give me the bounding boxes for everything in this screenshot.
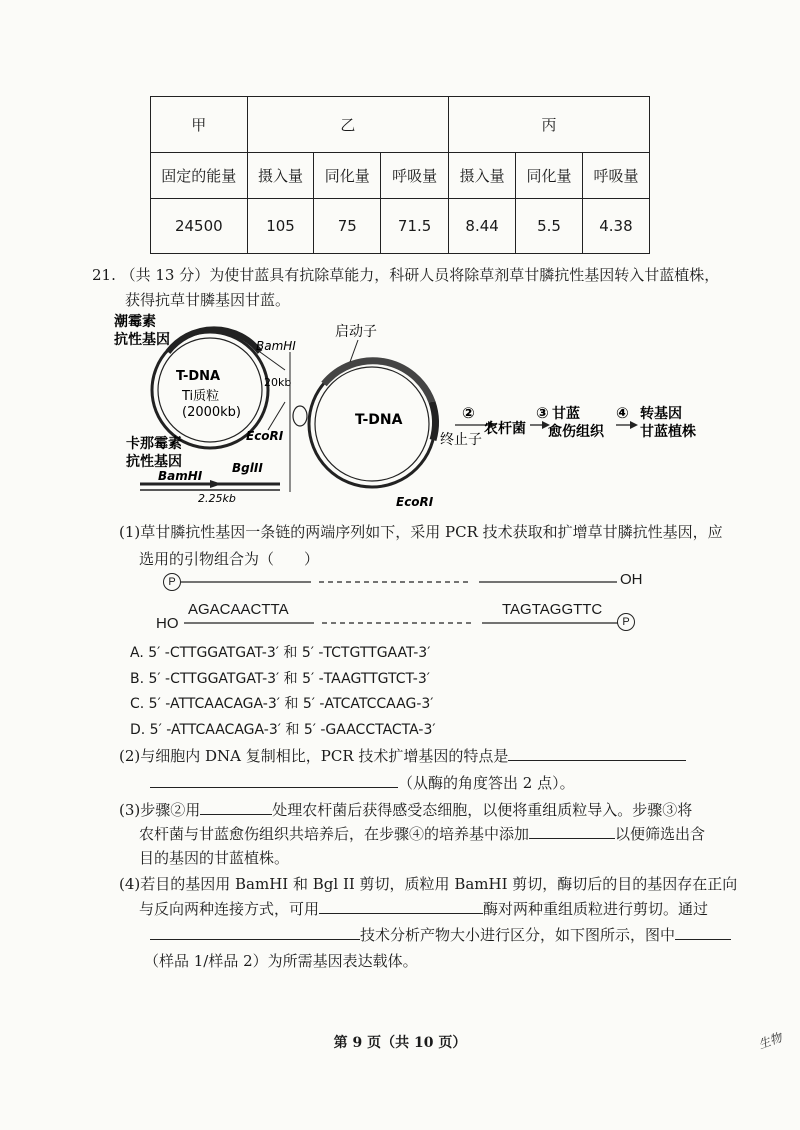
- kana-label: 卡那霉素: [126, 436, 182, 452]
- step2-label: 农杆菌: [484, 421, 526, 437]
- energy-table: [150, 96, 650, 254]
- q2-text-b: （从酶的角度答出 2 点）。: [398, 774, 575, 792]
- table-cell: 摄入量: [449, 153, 516, 199]
- q3-text-c: 目的基因的甘蓝植株。: [139, 849, 290, 867]
- header-bing: 丙: [449, 97, 650, 153]
- phosphate-top-icon: P: [163, 573, 181, 591]
- q2-line-b: [150, 772, 575, 793]
- q2-text-a: (2)与细胞内 DNA 复制相比，PCR 技术扩增基因的特点是: [119, 747, 509, 765]
- q3-text-b1: 农杆菌与甘蓝愈伤组织共培养后，在步骤④的培养基中添加: [139, 825, 530, 843]
- q4-text-b1: 与反向两种连接方式，可用: [139, 900, 320, 918]
- table-cell: 24500: [151, 199, 248, 254]
- table-cell: 105: [247, 199, 314, 254]
- table-cell: 摄入量: [247, 153, 314, 199]
- top-strand-line: [181, 580, 617, 584]
- q4-line-c: [150, 924, 731, 945]
- q3-line-b: [139, 823, 705, 844]
- phosphate-bottom-icon: P: [617, 613, 635, 631]
- kana-gene-label: 抗性基因: [126, 454, 182, 470]
- table-cell: 71.5: [381, 199, 449, 254]
- seq-right: TAGTAGGTTC: [502, 601, 603, 618]
- q2-blank-1[interactable]: [508, 746, 686, 761]
- plasmid-diagram: [110, 312, 710, 512]
- table-cell: 4.38: [582, 199, 649, 254]
- q4-text-c1: 技术分析产物大小进行区分，如下图所示，图中: [360, 926, 676, 944]
- ecori-left-label: EcoRI: [246, 429, 284, 443]
- size-label: (2000kb): [182, 405, 242, 420]
- step4-label-a: 转基因: [640, 406, 682, 422]
- q1-text-a: (1)草甘膦抗性基因一条链的两端序列如下，采用 PCR 技术获取和扩增草甘膦抗性基因，应: [119, 523, 723, 541]
- oh-top-label: OH: [620, 571, 643, 588]
- tdna-big-label: T-DNA: [355, 412, 403, 428]
- table-cell: 同化量: [516, 153, 583, 199]
- q4-blank-1[interactable]: [319, 899, 483, 914]
- bamhi-top-label: BamHI: [256, 339, 296, 353]
- option-d: D. 5′ -ATTCAACAGA-3′ 和 5′ -GAACCTACTA-3′: [130, 722, 436, 738]
- q4-text-d: （样品 1/样品 2）为所需基因表达载体。: [144, 952, 418, 970]
- q3-blank-2[interactable]: [529, 824, 615, 839]
- zhongzhizi-label: 终止子: [440, 432, 482, 448]
- option-a: A. 5′ -CTTGGATGAT-3′ 和 5′ -TCTGTTGAAT-3′: [130, 645, 431, 661]
- step4-label-b: 甘蓝植株: [640, 424, 696, 440]
- q4-line-b: [139, 898, 708, 919]
- 20kb-label: 20kb: [264, 376, 292, 389]
- q21-line1: 21. （共 13 分）为使甘蓝具有抗除草能力，科研人员将除草剂草甘膦抗性基因转入甘蓝植株，: [92, 266, 720, 284]
- q4-blank-3[interactable]: [675, 925, 731, 940]
- q4-text-a: (4)若目的基因用 BamHI 和 Bgl II 剪切，质粒用 BamHI 剪切，酶切后的目的基因存在正向: [119, 875, 738, 893]
- seq-left: AGACAACTTA: [188, 601, 289, 618]
- bamhi-bottom-label: BamHI: [158, 469, 203, 483]
- table-cell: 75: [314, 199, 381, 254]
- q3-text-b2: 以便筛选出含: [615, 825, 706, 843]
- step2-marker: ②: [462, 404, 475, 422]
- table-cell: 同化量: [314, 153, 381, 199]
- table-cell: 固定的能量: [151, 153, 248, 199]
- q3-blank-1[interactable]: [200, 800, 272, 815]
- header-yi: 乙: [247, 97, 449, 153]
- ecori-right-label: EcoRI: [396, 495, 434, 509]
- header-jia: 甲: [151, 97, 248, 153]
- table-cell: 呼吸量: [381, 153, 449, 199]
- page-footer: 第 9 页（共 10 页）: [333, 1035, 467, 1051]
- q21-line2: 获得抗草甘膦基因甘蓝。: [125, 291, 291, 309]
- chaomeisu-label: 潮霉素: [114, 314, 156, 330]
- q4-blank-2[interactable]: [150, 925, 360, 940]
- step4-marker: ④: [616, 404, 629, 422]
- option-c: C. 5′ -ATTCAACAGA-3′ 和 5′ -ATCATCCAAG-3′: [130, 696, 434, 712]
- 225kb-label: 2.25kb: [198, 492, 236, 505]
- ti-label: Ti质粒: [182, 389, 220, 404]
- q2-blank-2[interactable]: [150, 773, 398, 788]
- chaomeisu-gene-label: 抗性基因: [114, 332, 170, 348]
- step3-marker: ③: [536, 404, 549, 422]
- step3-label-b: 愈伤组织: [548, 424, 604, 440]
- table-cell: 呼吸量: [582, 153, 649, 199]
- q2-line-a: [119, 745, 686, 766]
- tdna-small-label: T-DNA: [176, 369, 221, 384]
- corner-mark: 生物: [756, 1030, 784, 1052]
- bglii-label: BglII: [232, 461, 263, 475]
- step3-label-a: 甘蓝: [552, 406, 580, 422]
- bottom-strand-line: [184, 621, 618, 625]
- option-b: B. 5′ -CTTGGATGAT-3′ 和 5′ -TAAGTTGTCT-3′: [130, 671, 430, 687]
- table-cell: 8.44: [449, 199, 516, 254]
- table-cell: 5.5: [516, 199, 583, 254]
- q1-text-b: 选用的引物组合为（ ）: [139, 550, 320, 568]
- q4-text-b2: 酶对两种重组质粒进行剪切。通过: [483, 900, 709, 918]
- q3-text-a2: 处理农杆菌后获得感受态细胞，以便将重组质粒导入。步骤③将: [272, 801, 693, 819]
- qidongzi-label: 启动子: [335, 324, 377, 340]
- q3-text-a1: (3)步骤②用: [119, 801, 201, 819]
- ho-bottom-label: HO: [156, 615, 179, 632]
- q3-line-a: [119, 799, 692, 820]
